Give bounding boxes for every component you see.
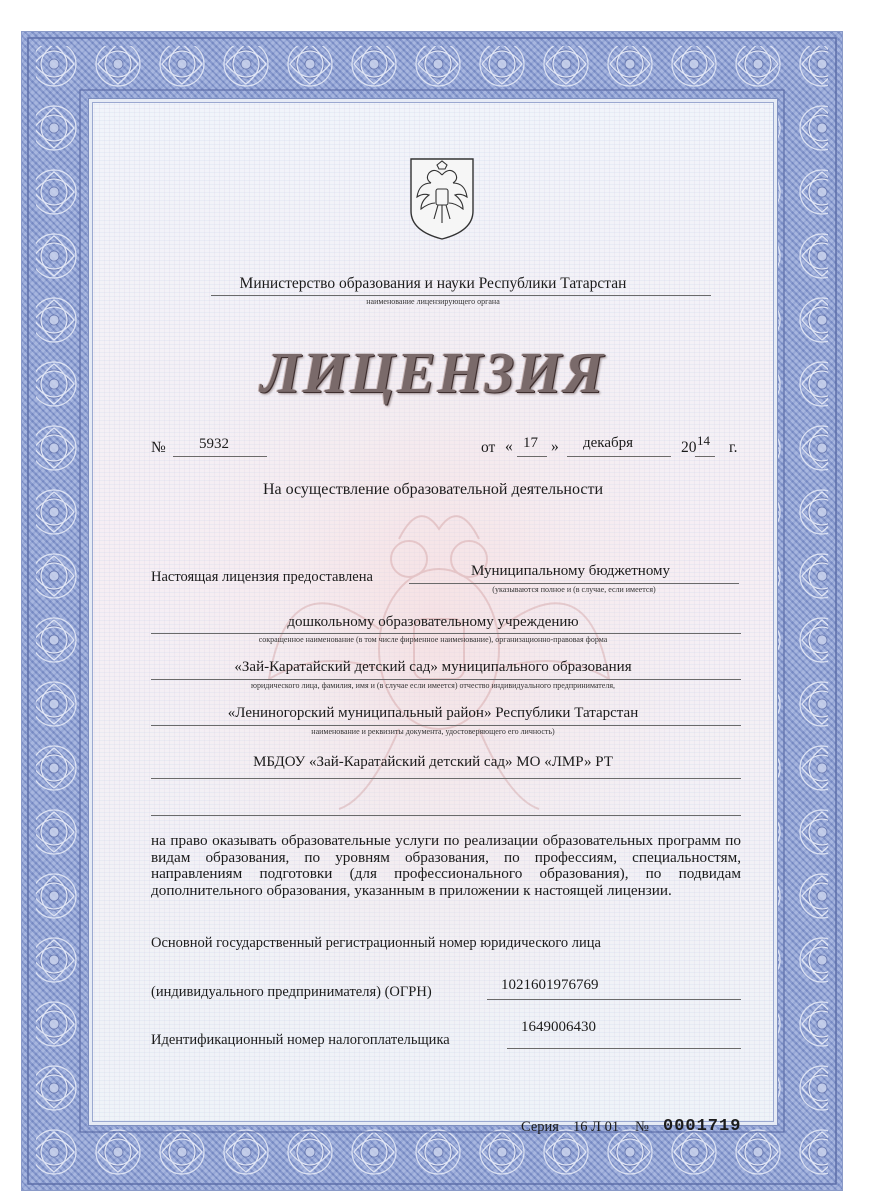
- number-label: №: [151, 439, 166, 456]
- license-number: 5932: [199, 436, 229, 452]
- licensee-caption-4: наименование и реквизиты документа, удостоверяющего его личность): [311, 727, 555, 736]
- day-underline: [517, 456, 547, 457]
- date-quote-open: «: [505, 438, 513, 455]
- ogrn-label-line-1: Основной государственный регистрационный номер юридического лица: [151, 935, 601, 951]
- licensee-caption-1: (указываются полное и (в случае, если имеется): [492, 585, 656, 594]
- blank-number-label: №: [635, 1119, 649, 1135]
- ogrn-underline: [487, 999, 741, 1000]
- licensee-caption-2: сокращенное наименование (в том числе фирменное наименование), организационно-правовая форма: [258, 635, 608, 644]
- license-body: [88, 98, 778, 1136]
- licensee-underline-5: [151, 778, 741, 779]
- year-suffix: 14: [697, 433, 710, 448]
- licensee-underline-4: [151, 725, 741, 726]
- granted-label: Настоящая лицензия предоставлена: [151, 569, 373, 585]
- year-prefix: 20: [681, 439, 697, 456]
- licensee-line-3: «Зай-Каратайский детский сад» муниципального образования: [234, 659, 632, 675]
- date-from-label: от: [481, 439, 496, 456]
- year-label: г.: [729, 439, 738, 456]
- license-sheet: [22, 32, 842, 1190]
- licensee-underline-2: [151, 633, 741, 634]
- licensee-underline-1: [409, 583, 739, 584]
- date-day: 17: [523, 435, 538, 451]
- licensee-line-2: дошкольному образовательному учреждению: [287, 614, 579, 630]
- document-title: ЛИЦЕНЗИЯ: [260, 340, 606, 405]
- licensee-line-1: Муниципальному бюджетному: [471, 563, 671, 579]
- coat-of-arms-icon: [407, 157, 477, 241]
- series-label: Серия: [521, 1119, 559, 1135]
- issuer-name: Министерство образования и науки Республики Татарстан: [239, 275, 627, 292]
- licensee-caption-3: юридического лица, фамилия, имя и (в случае если имеется) отчество индивидуального предпринимателя,: [250, 681, 616, 690]
- issuer-underline: [211, 295, 711, 296]
- date-month: декабря: [583, 435, 634, 451]
- rights-paragraph: на право оказывать образовательные услуги по реализации образовательных программ по видам образования, по уровням образования, по профессиям, специальностям, направлениям подготовки (для профессионального образования), по подвидам дополнительного образования, указанным в приложении к настоящей лицензии.: [151, 832, 741, 899]
- licensee-line-4: «Лениногорский муниципальный район» Республики Татарстан: [227, 705, 639, 721]
- number-underline: [173, 456, 267, 457]
- ogrn-value: 1021601976769: [501, 977, 599, 993]
- blank-number: 0001719: [663, 1117, 742, 1136]
- licensee-underline-3: [151, 679, 741, 680]
- ogrn-label-line-2: (индивидуального предпринимателя) (ОГРН): [151, 984, 432, 1000]
- licensee-underline-6: [151, 815, 741, 816]
- issuer-caption: наименование лицензирующего органа: [366, 297, 500, 306]
- date-quote-close: »: [551, 438, 559, 455]
- licensee-short-name: МБДОУ «Зай-Каратайский детский сад» МО «ЛМР» РТ: [253, 754, 613, 770]
- series-value: 16 Л 01: [573, 1119, 620, 1135]
- month-underline: [567, 456, 671, 457]
- inn-label: Идентификационный номер налогоплательщика: [151, 1032, 450, 1048]
- inn-underline: [507, 1048, 741, 1049]
- inn-value: 1649006430: [521, 1019, 596, 1035]
- year-underline: [695, 456, 715, 457]
- license-purpose: На осуществление образовательной деятельности: [262, 481, 604, 498]
